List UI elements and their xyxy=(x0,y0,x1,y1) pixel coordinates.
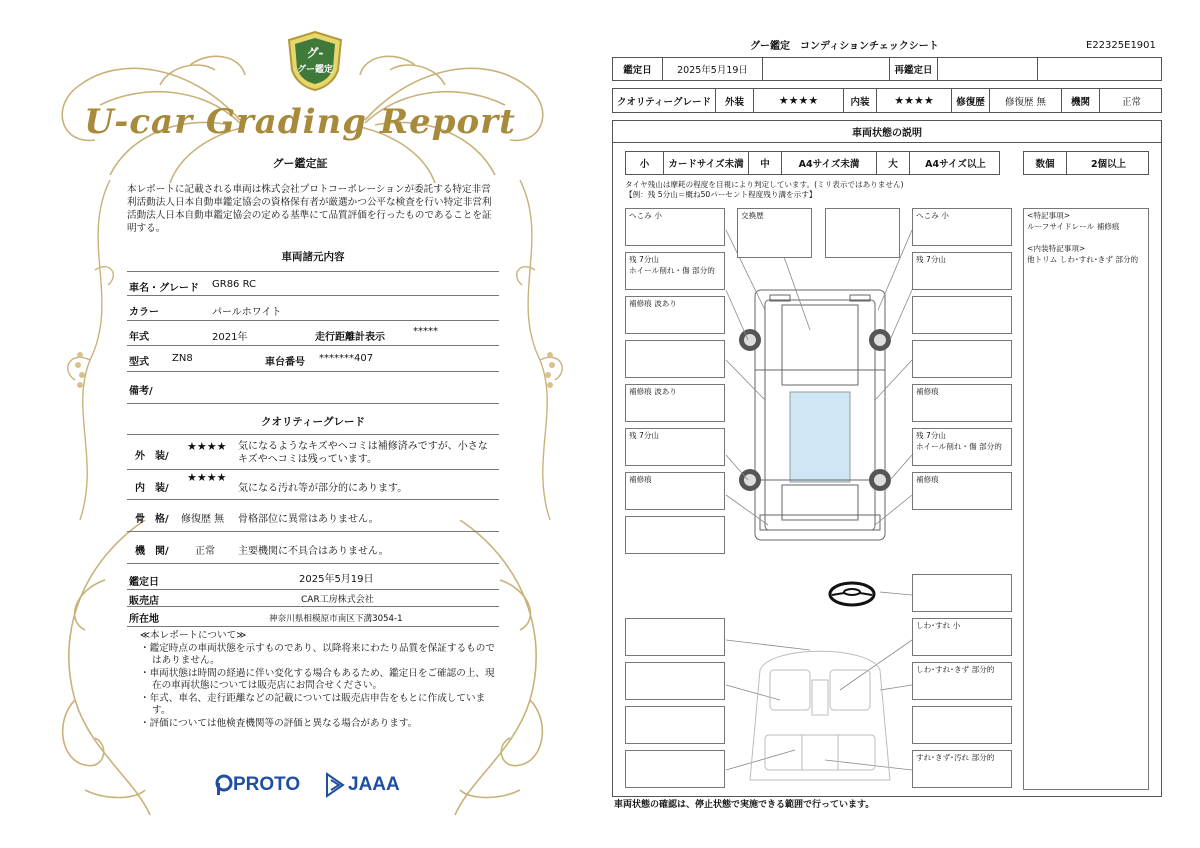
desc-box-right-4 xyxy=(912,340,1012,378)
info-row-date xyxy=(127,568,499,590)
legend-large-desc: A4サイズ以上 xyxy=(925,159,986,170)
spec-row-model xyxy=(127,346,499,372)
badge-label: グー鑑定 xyxy=(296,65,333,75)
quality-exterior-label: 外 装/ xyxy=(135,451,169,462)
desc-box-right-8 xyxy=(912,574,1012,612)
condition-title: 車両状態の説明 xyxy=(613,121,1161,143)
spec-mileage-value: ***** xyxy=(413,326,438,337)
quality-engine-label: 機 関/ xyxy=(135,546,169,557)
certificate-title: グー鑑定証 xyxy=(272,157,328,170)
spec-row-year xyxy=(127,321,499,346)
desc-box-left-6: 残 7分山 xyxy=(625,428,725,466)
info-dealer-value: CAR工房株式会社 xyxy=(301,595,374,605)
interior-notes-title: <内装特記事項> xyxy=(1027,244,1086,253)
quality-engine-value: 正常 xyxy=(195,546,215,557)
desc-box-left-5: 補修痕 波あり xyxy=(625,384,725,422)
car-interior-diagram xyxy=(740,640,900,790)
spec-mileage-label: 走行距離計表示 xyxy=(315,332,385,343)
desc-box-center-1: 交換歴 xyxy=(737,208,812,258)
date-blank xyxy=(763,58,890,80)
desc-box-left-8 xyxy=(625,516,725,554)
desc-box-left-2 xyxy=(625,252,725,290)
spec-year-value: 2021年 xyxy=(212,332,248,343)
jaaa-logo: JAAA xyxy=(348,774,400,795)
legend-medium-desc: A4サイズ未満 xyxy=(782,152,877,174)
desc-box-right-10: しわ･すれ･きず 部分的 xyxy=(912,662,1012,700)
vine-ornament-right-icon xyxy=(500,180,580,520)
ext-label: 外装 xyxy=(716,89,754,112)
grade-label: クオリティーグレード xyxy=(613,89,716,112)
desc-box-right-1: へこみ 小 xyxy=(912,208,1012,246)
report-notes xyxy=(140,630,500,730)
desc-left-2b: ホイール削れ・傷 部分的 xyxy=(629,266,715,275)
desc-box-left-11 xyxy=(625,706,725,744)
svg-text:グ-: グ- xyxy=(306,46,324,60)
reinspect-blank xyxy=(1038,58,1163,80)
goo-appraisal-badge xyxy=(286,30,344,92)
shield-badge-icon xyxy=(286,30,344,92)
special-notes-box xyxy=(1023,208,1149,790)
reinspect-label: 再鑑定日 xyxy=(890,58,938,80)
quality-row-engine xyxy=(127,532,499,564)
quality-interior-label: 内 装/ xyxy=(135,483,169,494)
desc-box-center-2 xyxy=(825,208,900,258)
desc-box-right-6 xyxy=(912,428,1012,466)
condition-check-sheet xyxy=(600,0,1200,848)
quality-frame-label: 骨 格/ xyxy=(135,514,169,525)
spec-model-value: ZN8 xyxy=(172,353,193,364)
sheet-footer-note: 車両状態の確認は、停止状態で実施できる範囲で行っています。 xyxy=(614,800,875,810)
steering-wheel-icon xyxy=(827,580,877,608)
spec-name-value: GR86 RC xyxy=(212,279,257,290)
sheet-id: E22325E1901 xyxy=(1086,40,1156,51)
spec-color-value: パールホワイト xyxy=(212,307,282,318)
report-title: U-car Grading Report xyxy=(84,102,516,142)
tire-note-2: 【例：残 5分山＝概ね50パーセント程度残り溝を示す】 xyxy=(625,190,817,199)
note-item: ・鑑定時点の車両状態を示すものであり、以降将来にわたり品質を保証するものではありません。 xyxy=(140,642,495,666)
info-dealer-label: 販売店 xyxy=(129,596,159,607)
quality-exterior-stars: ★★★★ xyxy=(187,440,227,453)
info-row-address xyxy=(127,607,499,627)
date-row xyxy=(612,57,1162,81)
quality-interior-stars: ★★★★ xyxy=(187,471,227,484)
desc-box-left-4 xyxy=(625,340,725,378)
desc-right-6a: 残 7分山 xyxy=(916,431,947,440)
repair-label: 修復歴 xyxy=(952,89,990,112)
desc-box-right-9: しわ･すれ 小 xyxy=(912,618,1012,656)
desc-box-left-3: 補修痕 波あり xyxy=(625,296,725,334)
desc-box-left-7: 補修痕 xyxy=(625,472,725,510)
quality-row-exterior xyxy=(127,434,499,470)
note-item: ・年式、車名、走行距離などの記載については販売店申告をもとに作成しています。 xyxy=(140,692,486,716)
proto-logo: PROTO xyxy=(233,774,301,795)
legend-small-desc: カードサイズ未満 xyxy=(664,152,749,174)
legend-large: 大 xyxy=(877,152,910,174)
int-label: 内装 xyxy=(844,89,877,112)
info-address-value: 神奈川県相模原市南区下溝3054-1 xyxy=(269,614,403,624)
spec-model-label: 型式 xyxy=(129,357,149,368)
int-stars: ★★★★ xyxy=(877,89,952,112)
info-address-label: 所在地 xyxy=(129,614,159,625)
desc-box-left-1: へこみ 小 xyxy=(625,208,725,246)
desc-box-right-5: 補修痕 xyxy=(912,384,1012,422)
sheet-title: グー鑑定 コンディションチェックシート xyxy=(750,41,939,52)
special-notes-title: <特記事項> xyxy=(1027,211,1071,220)
ext-stars: ★★★★ xyxy=(754,89,844,112)
spec-remarks-label: 備考/ xyxy=(129,386,153,397)
desc-box-right-11 xyxy=(912,706,1012,744)
tire-note-1: タイヤ残山は摩耗の程度を目視により判定しています。(ミリ表示ではありません) xyxy=(625,180,904,189)
info-date-value: 2025年5月19日 xyxy=(299,574,374,585)
spec-chassis-label: 車台番号 xyxy=(265,357,305,368)
proto-mark-icon xyxy=(215,774,233,796)
quality-title: クオリティーグレード xyxy=(261,416,365,428)
quality-interior-text: 気になる汚れ等が部分的にあります。 xyxy=(238,483,408,494)
scroll-ornament-bottom-left-icon xyxy=(45,520,155,820)
quality-frame-value: 修復歴 無 xyxy=(181,514,225,525)
count-legend xyxy=(1023,151,1149,175)
date-value: 2025年5月19日 xyxy=(663,58,763,80)
special-notes-value: ルーフサイドレール 補修痕 xyxy=(1027,222,1120,231)
desc-box-left-9 xyxy=(625,618,725,656)
reinspect-value xyxy=(938,58,1038,80)
desc-right-6b: ホイール削れ・傷 部分的 xyxy=(916,442,1002,451)
quality-engine-text: 主要機関に不具合はありません。 xyxy=(238,546,389,557)
legend-small: 小 xyxy=(626,152,664,174)
spec-name-label: 車名・グレード xyxy=(129,283,199,294)
engine-value: 正常 xyxy=(1121,96,1141,108)
desc-box-left-12 xyxy=(625,750,725,788)
specs-title: 車両諸元内容 xyxy=(281,251,345,263)
desc-box-right-3 xyxy=(912,296,1012,334)
quality-row-interior xyxy=(127,470,499,500)
desc-box-right-7: 補修痕 xyxy=(912,472,1012,510)
interior-notes-value: 他トリム しわ･すれ･きず 部分的 xyxy=(1027,255,1139,264)
quality-grade-row xyxy=(612,88,1162,113)
legend-count-desc: 2個以上 xyxy=(1090,159,1127,170)
desc-box-left-10 xyxy=(625,662,725,700)
date-label: 鑑定日 xyxy=(613,58,663,80)
desc-box-right-12: すれ･きず･汚れ 部分的 xyxy=(912,750,1012,788)
spec-row-color xyxy=(127,296,499,321)
repair-value: 修復歴 無 xyxy=(990,89,1062,112)
notes-title: ≪本レポートについて≫ xyxy=(140,630,247,641)
spec-year-label: 年式 xyxy=(129,332,149,343)
footer-logos xyxy=(215,770,415,800)
info-row-dealer xyxy=(127,590,499,607)
spec-color-label: カラー xyxy=(129,307,159,318)
quality-frame-text: 骨格部位に異常はありません。 xyxy=(238,514,379,525)
quality-row-frame xyxy=(127,500,499,532)
certificate-body: 本レポートに記載される車両は株式会社プロトコーポレーションが委託する特定非営利活動法人日本自動車鑑定協会の資格保有者が厳選かつ公平な検査を行い特定非営利活動法人日本自動車鑑定協会の定める基準にて品質評価を行ったものであることを証明する。 xyxy=(127,184,492,234)
note-item: ・評価については他検査機関等の評価と異なる場合があります。 xyxy=(140,717,418,729)
desc-box-right-2: 残 7分山 xyxy=(912,252,1012,290)
size-legend xyxy=(625,151,1000,175)
legend-count-label: 数個 xyxy=(1024,152,1067,174)
info-date-label: 鑑定日 xyxy=(129,577,159,588)
legend-medium: 中 xyxy=(749,152,782,174)
car-exterior-diagram xyxy=(720,250,900,550)
spec-row-remarks xyxy=(127,372,499,404)
jaaa-mark-icon xyxy=(325,772,345,798)
vine-ornament-left-icon xyxy=(50,180,130,520)
spec-row-name xyxy=(127,271,499,296)
note-item: ・車両状態は時間の経過に伴い変化する場合もあるため、鑑定日をご確認の上、現在の車両状態については販売店にお問合せください。 xyxy=(140,667,495,691)
quality-exterior-text: 気になるようなキズやヘコミは補修済みですが、小さなキズやヘコミは残っています。 xyxy=(238,441,488,465)
spec-chassis-value: *******407 xyxy=(319,353,374,364)
desc-left-2a: 残 7分山 xyxy=(629,255,660,264)
engine-label: 機関 xyxy=(1062,89,1100,112)
